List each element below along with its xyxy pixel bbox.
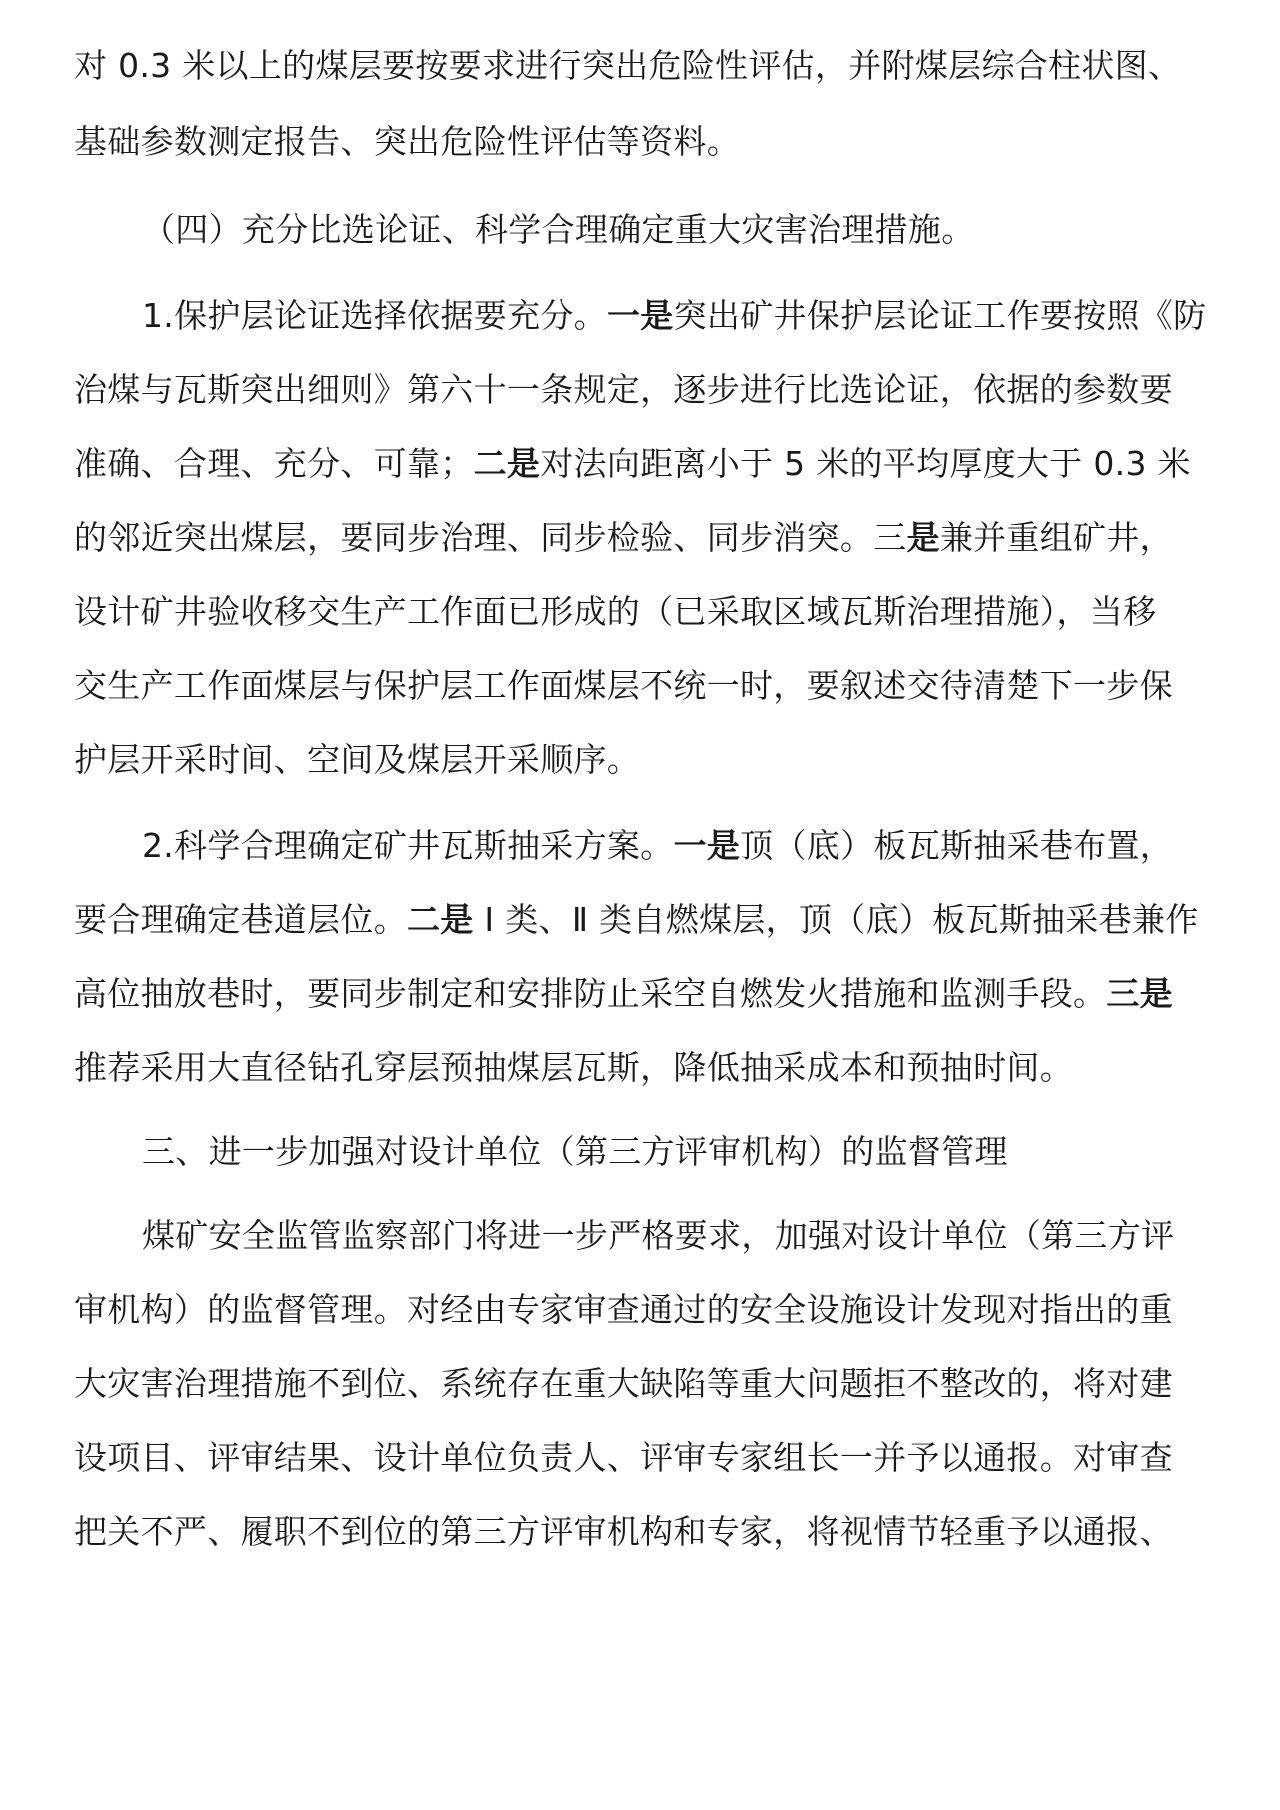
text-line: 煤矿安全监管监察部门将进一步严格要求，加强对设计单位（第三方评 (142, 1216, 1175, 1255)
text-line: 2.科学合理确定矿井瓦斯抽采方案。一是顶（底）板瓦斯抽采巷布置， (142, 826, 1174, 865)
text-line: 1.保护层论证选择依据要充分。一是突出矿井保护层论证工作要按照《防 (142, 296, 1207, 335)
section-heading: （四）充分比选论证、科学合理确定重大灾害治理措施。 (142, 210, 975, 249)
text-line: 高位抽放巷时，要同步制定和安排防止采空自燃发火措施和监测手段。三是 (74, 974, 1173, 1013)
text-line: 推荐采用大直径钻孔穿层预抽煤层瓦斯，降低抽采成本和预抽时间。 (74, 1048, 1073, 1087)
text-line: 审机构）的监督管理。对经由专家审查通过的安全设施设计发现对指出的重 (74, 1290, 1173, 1329)
text-line: 设计矿井验收移交生产工作面已形成的（已采取区域瓦斯治理措施），当移 (74, 592, 1157, 631)
section-heading: 三、进一步加强对设计单位（第三方评审机构）的监督管理 (142, 1132, 1008, 1171)
text-line: 护层开采时间、空间及煤层开采顺序。 (74, 740, 641, 779)
text-line: 大灾害治理措施不到位、系统存在重大缺陷等重大问题拒不整改的，将对建 (74, 1364, 1173, 1403)
text-line: 治煤与瓦斯突出细则》第六十一条规定，逐步进行比选论证，依据的参数要 (74, 370, 1173, 409)
text-line: 要合理确定巷道层位。二是 Ⅰ 类、Ⅱ 类自燃煤层，顶（底）板瓦斯抽采巷兼作 (74, 900, 1199, 939)
text-line: 的邻近突出煤层，要同步治理、同步检验、同步消突。三是兼并重组矿井， (74, 518, 1173, 557)
text-line: 基础参数测定报告、突出危险性评估等资料。 (74, 122, 740, 161)
text-line: 把关不严、履职不到位的第三方评审机构和专家，将视情节轻重予以通报、 (74, 1512, 1173, 1551)
text-line: 对 0.3 米以上的煤层要按要求进行突出危险性评估，并附煤层综合柱状图、 (74, 46, 1182, 85)
text-line: 设项目、评审结果、设计单位负责人、评审专家组长一并予以通报。对审查 (74, 1438, 1173, 1477)
text-line: 准确、合理、充分、可靠；二是对法向距离小于 5 米的平均厚度大于 0.3 米 (74, 444, 1191, 483)
text-line: 交生产工作面煤层与保护层工作面煤层不统一时，要叙述交待清楚下一步保 (74, 666, 1173, 705)
